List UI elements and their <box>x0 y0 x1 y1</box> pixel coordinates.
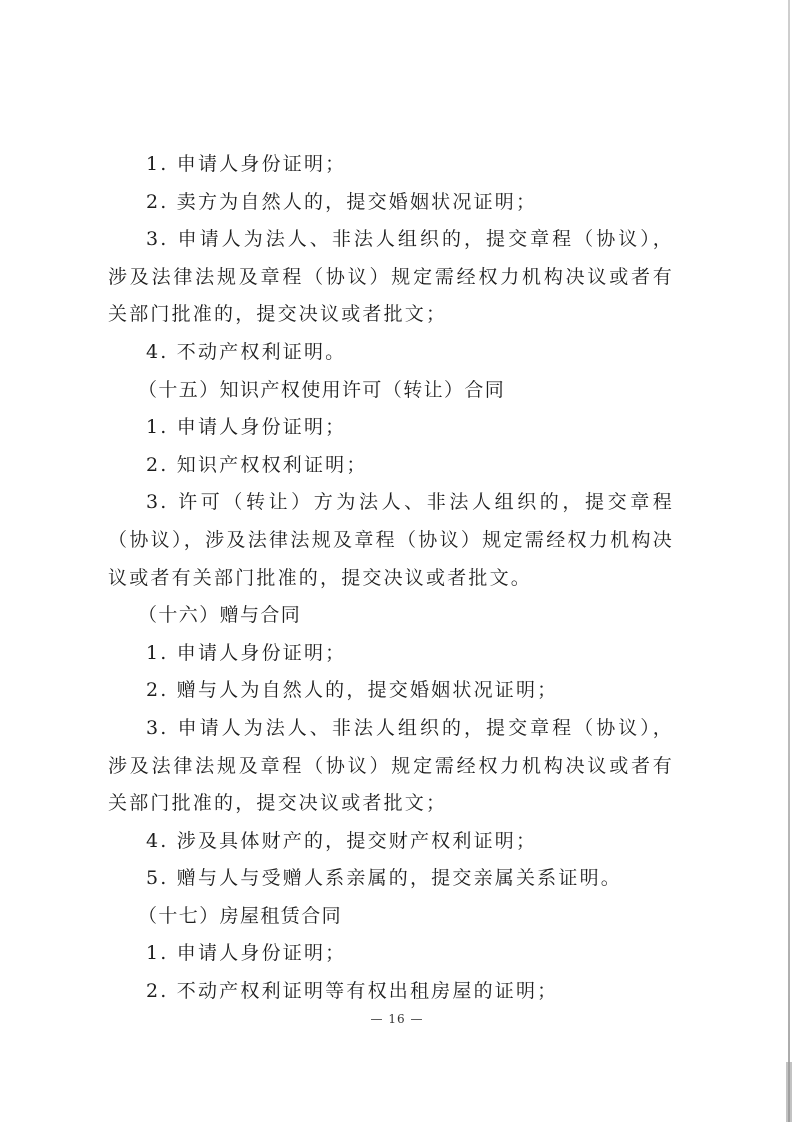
page-edge-shadow-bottom <box>786 1062 792 1122</box>
paragraph-item-2: 2. 知识产权权利证明； <box>146 453 368 476</box>
section-heading-15: （十五）知识产权使用许可（转让）合同 <box>138 378 506 401</box>
paragraph-item-1: 1. 申请人身份证明； <box>146 416 347 439</box>
paragraph-item-3: 3. 许可（转让）方为法人、非法人组织的，提交章程（协议），涉及法律法规及章程（协议）规定需经权力机构决议或者有关部门批准的，提交决议或者批文。 <box>108 491 674 589</box>
document-body <box>108 146 674 1011</box>
paragraph-item-3: 3. 申请人为法人、非法人组织的，提交章程（协议），涉及法律法规及章程（协议）规定需经权力机构决议或者有关部门批准的，提交决议或者批文； <box>108 716 674 815</box>
paragraph-item-5: 5. 赠与人与受赠人系亲属的，提交亲属关系证明。 <box>146 867 622 890</box>
paragraph-item-3: 3. 申请人为法人、非法人组织的，提交章程（协议），涉及法律法规及章程（协议）规定需经权力机构决议或者有关部门批准的，提交决议或者批文； <box>108 228 674 326</box>
paragraph-item-1: 1. 申请人身份证明； <box>146 641 347 664</box>
paragraph-item-4: 4. 涉及具体财产的，提交财产权利证明； <box>146 829 538 852</box>
section-heading-17: （十七）房屋租赁合同 <box>138 904 343 927</box>
paragraph-item-2: 2. 卖方为自然人的，提交婚姻状况证明； <box>146 190 538 213</box>
paragraph-item-2: 2. 赠与人为自然人的，提交婚姻状况证明； <box>146 679 559 702</box>
section-heading-16: （十六）赠与合同 <box>138 604 302 627</box>
paragraph-item-1: 1. 申请人身份证明； <box>146 942 347 965</box>
paragraph-item-4: 4. 不动产权利证明。 <box>146 340 347 363</box>
page-number: — 16 — <box>370 1012 424 1026</box>
page-edge-shadow <box>788 0 790 1122</box>
paragraph-item-2: 2. 不动产权利证明等有权出租房屋的证明； <box>146 980 559 1003</box>
paragraph-item-1: 1. 申请人身份证明； <box>146 153 347 175</box>
